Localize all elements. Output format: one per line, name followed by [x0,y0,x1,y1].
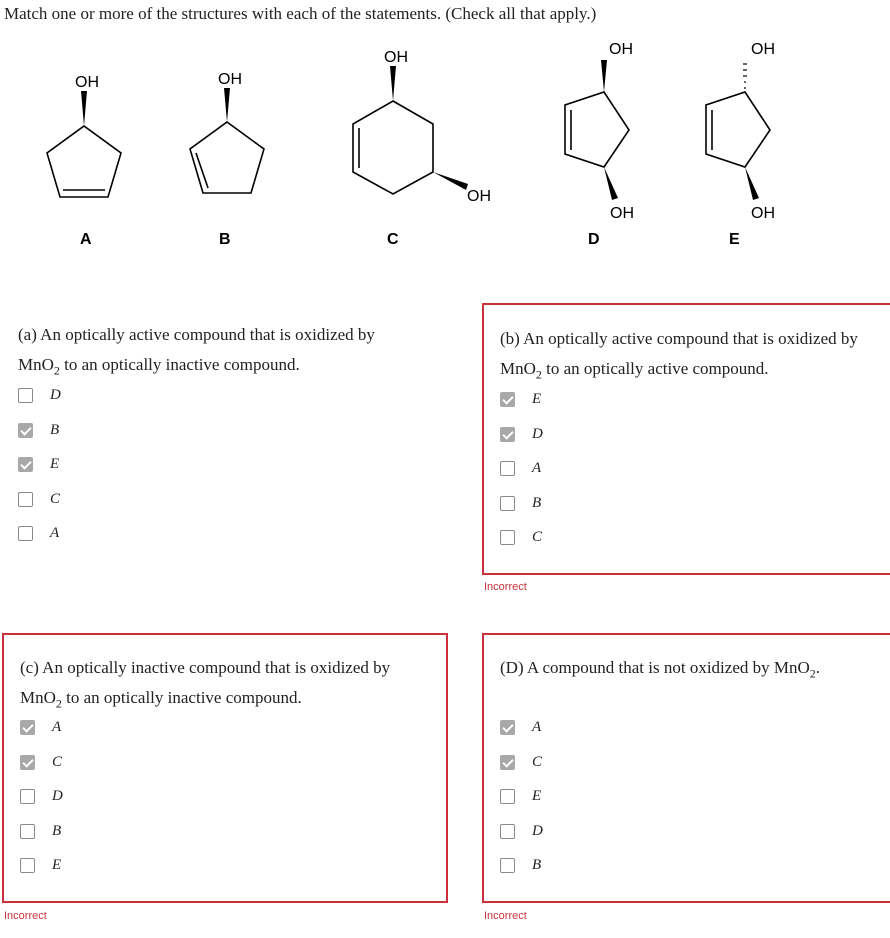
structure-c-oh-top: OH [384,49,408,66]
checkbox[interactable] [20,789,35,804]
question-b-option[interactable]: A [500,457,541,479]
structure-d-label: D [588,231,600,248]
checkbox-checked[interactable] [18,457,33,472]
question-b-option[interactable]: D [500,423,543,445]
structure-e [706,64,770,200]
structure-a [47,91,121,197]
checkbox[interactable] [20,824,35,839]
checkbox[interactable] [500,858,515,873]
question-a-option[interactable]: B [18,419,59,441]
question-d-panel [482,633,890,903]
question-b-option[interactable]: B [500,492,541,514]
question-c-option[interactable]: B [20,820,61,842]
question-b-statement: (b) An optically active compound that is oxidized by MnO$_2$ to an optically active compound. [500,329,858,382]
checkbox[interactable] [18,492,33,507]
question-c-option[interactable]: A [20,716,61,738]
question-prompt: Match one or more of the structures with each of the statements. (Check all that apply.) [4,4,597,23]
structures-figure [0,30,890,260]
structure-b-label: B [219,231,231,248]
question-a-option[interactable]: C [18,488,60,510]
question-d-option[interactable]: E [500,785,541,807]
structure-c-label: C [387,231,399,248]
question-d-option[interactable]: C [500,751,542,773]
question-c-panel [2,633,448,903]
question-c-option[interactable]: D [20,785,63,807]
checkbox[interactable] [18,388,33,403]
checkbox-checked[interactable] [500,720,515,735]
structure-a-label: A [80,231,92,248]
question-b-option[interactable]: E [500,388,541,410]
question-a-option[interactable]: D [18,384,61,406]
question-b-status: Incorrect [484,581,527,593]
structure-e-label: E [729,231,740,248]
structure-d [565,60,629,200]
structure-e-oh-bottom: OH [751,205,775,222]
question-b-option[interactable]: C [500,526,542,548]
checkbox-checked[interactable] [20,755,35,770]
question-c-option[interactable]: E [20,854,61,876]
structure-e-oh-top: OH [751,41,775,58]
question-d-status: Incorrect [484,910,527,922]
checkbox[interactable] [500,789,515,804]
checkbox-checked[interactable] [500,755,515,770]
checkbox[interactable] [500,496,515,511]
question-c-option[interactable]: C [20,751,62,773]
question-b-panel [482,303,890,575]
question-a-option[interactable]: E [18,453,59,475]
structure-a-oh: OH [75,74,99,91]
question-a-panel [18,320,448,560]
question-a-option[interactable]: A [18,522,59,544]
structure-b-oh: OH [218,71,242,88]
checkbox[interactable] [500,461,515,476]
structure-c-oh-bottom: OH [467,188,491,205]
structure-b [190,88,264,193]
checkbox[interactable] [500,530,515,545]
question-d-option[interactable]: A [500,716,541,738]
question-c-statement: (c) An optically inactive compound that is oxidized by MnO$_2$ to an optically inactive compound. [20,658,391,711]
structure-d-oh-top: OH [609,41,633,58]
structure-d-oh-bottom: OH [610,205,634,222]
checkbox[interactable] [18,526,33,541]
question-d-option[interactable]: D [500,820,543,842]
checkbox-checked[interactable] [18,423,33,438]
question-a-statement: (a) An optically active compound that is oxidized by MnO$_2$ to an optically inactive compound. [18,325,375,378]
checkbox-checked[interactable] [500,427,515,442]
checkbox[interactable] [500,824,515,839]
structure-c [353,66,468,194]
checkbox-checked[interactable] [500,392,515,407]
question-d-option[interactable]: B [500,854,541,876]
checkbox[interactable] [20,858,35,873]
question-d-statement: (D) A compound that is not oxidized by MnO$_2$. [500,658,821,681]
checkbox-checked[interactable] [20,720,35,735]
question-c-status: Incorrect [4,910,47,922]
